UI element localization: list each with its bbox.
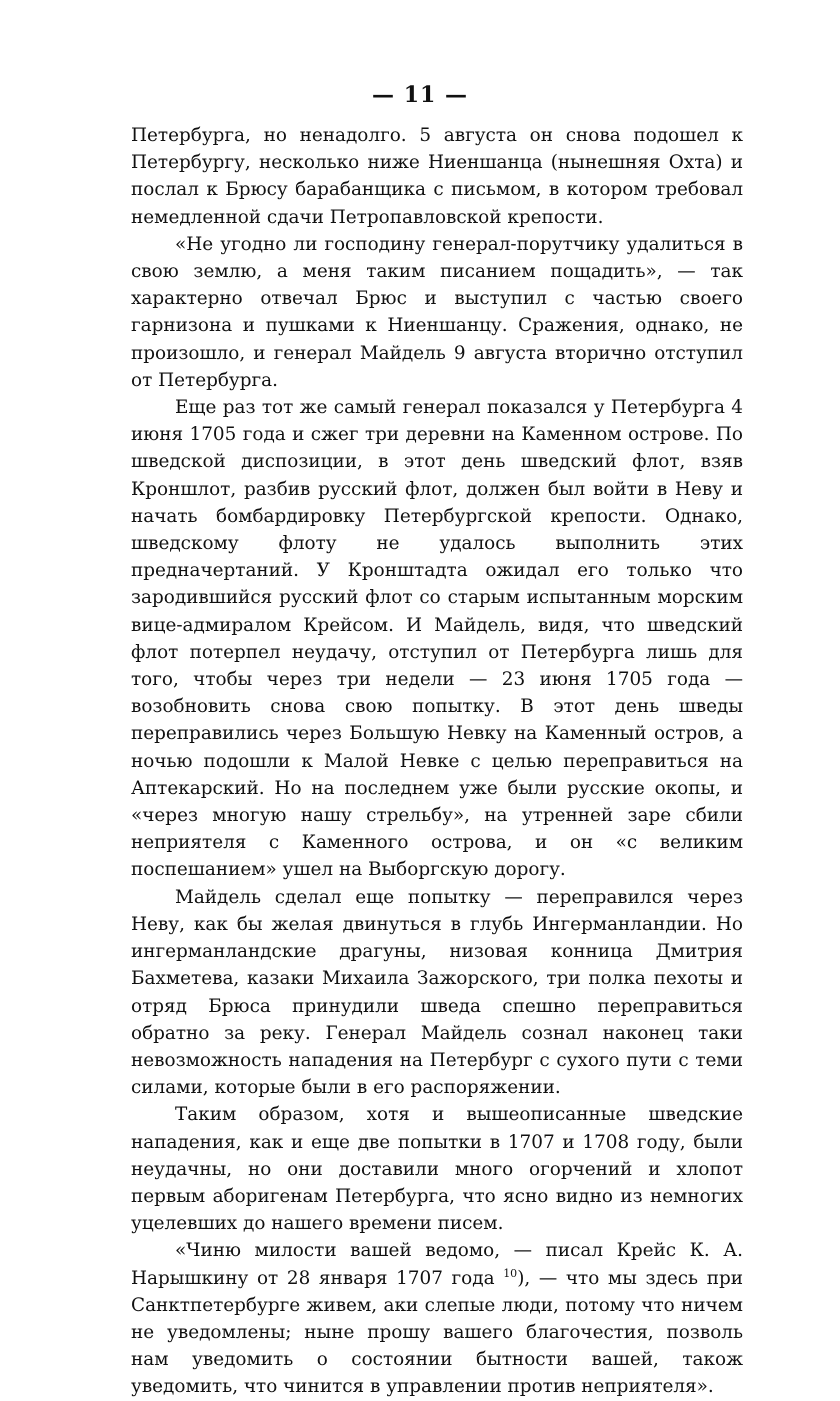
paragraph-3: Еще раз тот же самый генерал показался у Петербурга 4 июня 1705 года и сжег три деревни на Каменном острове. По шведской диспозиции, в этот день шведский флот, взяв Кроншлот, разбив русский флот, должен был войти в Неву и начать бомбардировку Петербургской крепости. Однако, шведскому флоту не удалось выполнить этих предначертаний. У Кронштадта ожидал его только что зародившийся русский флот со старым испытанным морским вице-адмиралом Крейсом. И Майдель, видя, что шведский флот потерпел неудачу, отступил от Петербурга лишь для того, чтобы через три недели — 23 июня 1705 года — возобновить снова свою попытку. В этот день шведы переправились через Большую Невку на Каменный остров, а ночью подошли к Малой Невке с целью переправиться на Аптекарский. Но на последнем уже были русские окопы, и «через многую нашу стрельбу», на утренней заре сбили неприятеля с Каменного острова, и он «с великим поспешанием» ушел на Выборгскую дорогу.	[131, 397, 743, 881]
main-text	[131, 122, 743, 1401]
page-number: — 11 —	[372, 82, 468, 108]
paragraph-1: Петербурга, но ненадолго. 5 августа он снова подошел к Петербургу, несколько ниже Ниеншанца (нынешняя Охта) и послал к Брюсу барабанщика с письмом, в котором требовал немедленной сдачи Петропавловской крепости.	[131, 125, 743, 228]
paragraph-6-end: ), — что мы здесь при Санктпетербурге живем, аки слепые люди, потому что ничем не уведомлены; ныне прошу вашего благочестия, позволь нам уведомить о состоянии бытности вашей, також уведомить, что чинится в управлении против неприятеля».	[131, 1267, 743, 1398]
paragraph-6	[131, 1237, 743, 1400]
paragraph-2: «Не угодно ли господину генерал-порутчику удалиться в свою землю, а меня таким писанием пощадить», — так характерно отвечал Брюс и выступил с частью своего гарнизона и пушками к Ниеншанцу. Сражения, однако, не произошло, и генерал Майдель 9 августа вторично отступил от Петербурга.	[131, 233, 743, 391]
paragraph-6-start: «Чиню милости вашей ведомо, — писал Крейс К. А. Нарышкину от 28 января 1707 года	[131, 1240, 743, 1289]
paragraph-4: Майдель сделал еще попытку — переправился через Неву, как бы желая двинуться в глубь Ингерманландии. Но ингерманландские драгуны, низовая конница Дмитрия Бахметева, казаки Михаила Зажорского, три полка пехоты и отряд Брюса принудили шведа спешно переправиться обратно за реку. Генерал Майдель сознал наконец таки невозможность нападения на Петербург с сухого пути с теми силами, которые были в его распоряжении.	[131, 886, 743, 1099]
paragraph-5: Таким образом, хотя и вышеописанные шведские нападения, как и еще две попытки в 1707 и 1708 году, были неудачны, но они доставили много огорчений и хлопот первым аборигенам Петербурга, что ясно видно из немногих уцелевших до нашего времени писем.	[131, 1104, 743, 1235]
footnote-reference: 10	[503, 1266, 518, 1280]
